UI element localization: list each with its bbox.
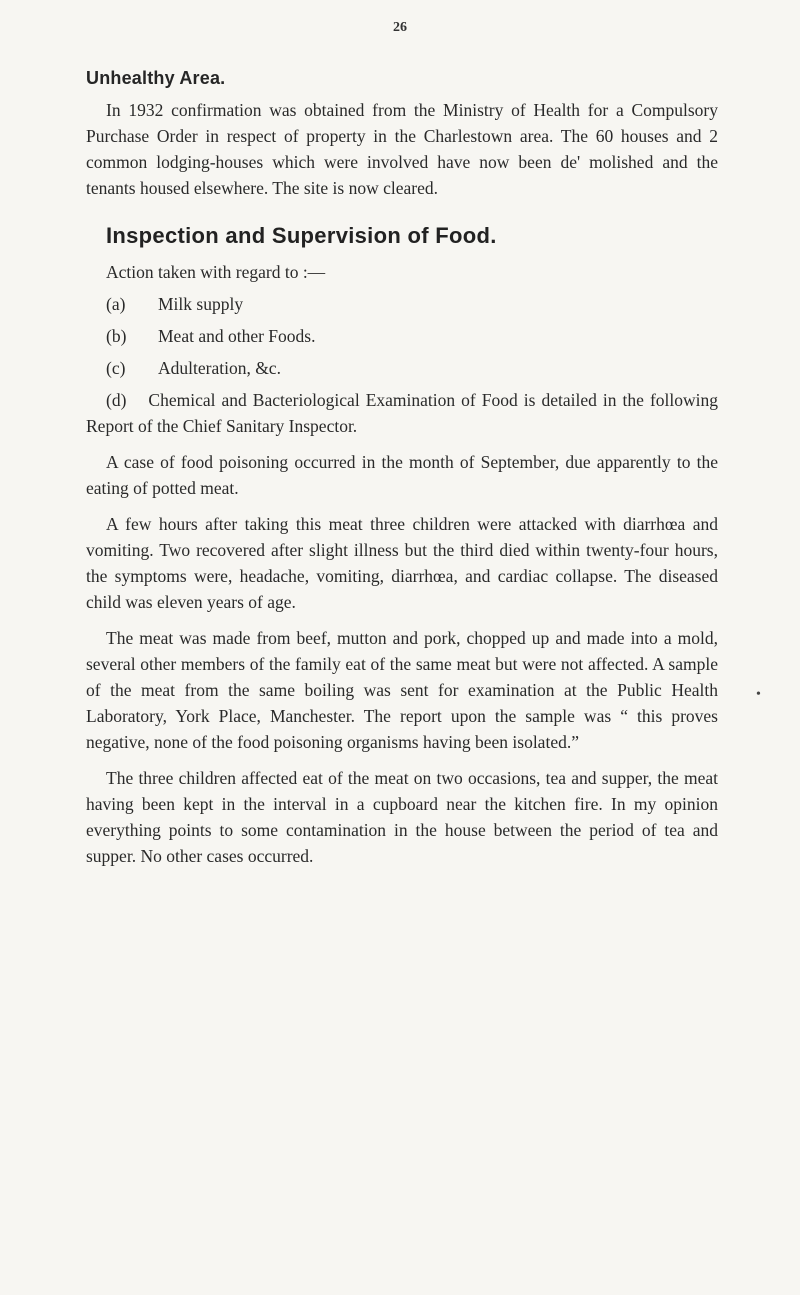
food-paragraph-2: A few hours after taking this meat three children were attacked with diarrhœa and vomiting. Two recovered after slight illness but the third died within twenty-four hours, the symptoms were, headache, vomiting, diarrhœa, and cardiac collapse. The diseased child was eleven years of age.	[86, 514, 718, 612]
margin-mark: •	[756, 687, 761, 702]
food-paragraph-3: The meat was made from beef, mutton and pork, chopped up and made into a mold, several other members of the family eat of the same meat but were not affected. A sample of the meat from the same boiling was sent for examination at the Public Health Laboratory, York Place, Manchester. The report upon the sample was “ this proves negative, none of the food poisoning organisms having been isolated.”	[86, 628, 718, 752]
list-item-examination-text	[86, 387, 718, 439]
list-item-examination	[86, 387, 718, 439]
list-item-adulteration	[86, 355, 718, 381]
unhealthy-area-paragraph: In 1932 confirmation was obtained from the Ministry of Health for a Compulsory Purchase Order in respect of property in the Charlestown area. The 60 houses and 2 common lodging-houses which were involved have now been de' molished and the tenants housed elsewhere. The site is now cleared.	[86, 100, 718, 198]
list-mark: (d)	[106, 390, 127, 410]
list-text: Milk supply	[158, 294, 244, 314]
section-heading-unhealthy-area: Unhealthy Area.	[86, 68, 226, 88]
list-item-milk	[86, 291, 718, 317]
food-paragraph-4: The three children affected eat of the meat on two occasions, tea and supper, the meat having been kept in the interval in a cupboard near the kitchen fire. In my opinion everything points to some contamination in the house between the period of tea and supper. No other cases occurred.	[86, 768, 718, 866]
list-text: Chemical and Bacteriological Examination of Food is detailed in the following Report of the Chief Sanitary Inspector.	[86, 390, 718, 436]
list-mark: (b)	[106, 326, 127, 346]
food-paragraph-1: A case of food poisoning occurred in the month of September, due apparently to the eating of potted meat.	[86, 452, 718, 498]
list-text: Meat and other Foods.	[158, 326, 316, 346]
page-number: 26	[393, 20, 407, 35]
food-intro: Action taken with regard to :—	[106, 262, 326, 282]
list-item-meat	[86, 323, 718, 349]
list-text: Adulteration, &c.	[158, 358, 281, 378]
section-heading-food-inspection: Inspection and Supervision of Food.	[106, 223, 497, 248]
list-mark: (c)	[106, 358, 126, 378]
page-content	[86, 68, 718, 869]
list-mark: (a)	[106, 294, 126, 314]
